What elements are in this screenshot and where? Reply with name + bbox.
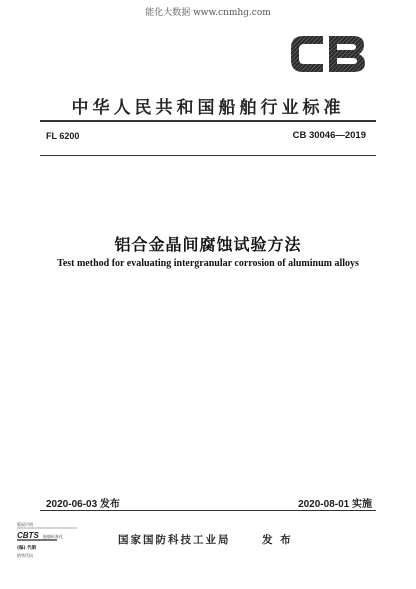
cb-logo bbox=[287, 30, 369, 78]
document-title-chinese: 铝合金晶间腐蚀试验方法 bbox=[114, 235, 302, 254]
svg-text:船舶标准化: 船舶标准化 bbox=[43, 534, 63, 539]
svg-text:销售代码: 销售代码 bbox=[17, 553, 33, 558]
svg-text:版权声明: 版权声明 bbox=[17, 522, 33, 527]
header-divider bbox=[40, 155, 376, 156]
issuing-authority: 国家国防科技工业局 bbox=[118, 534, 231, 546]
document-title-english: Test method for evaluating intergranular corrosion of aluminum alloys bbox=[57, 258, 359, 269]
header-rule bbox=[40, 120, 376, 122]
issuing-label: 发 布 bbox=[262, 534, 293, 546]
standard-number: CB 30046—2019 bbox=[292, 130, 366, 141]
svg-text:(编) 代销: (编) 代销 bbox=[17, 546, 37, 551]
ics-code: FL 6200 bbox=[46, 131, 80, 141]
watermark-text: 能化大数据 www.cnmhg.com bbox=[145, 8, 271, 18]
implementation-date: 2020-08-01 实施 bbox=[298, 499, 372, 510]
footer-rule bbox=[40, 510, 376, 511]
distribution-stamp bbox=[13, 519, 83, 563]
standard-category-title: 中华人民共和国船舶行业标准 bbox=[71, 98, 345, 118]
svg-text:CBTS: CBTS bbox=[17, 531, 39, 540]
issue-date: 2020-06-03 发布 bbox=[46, 499, 120, 510]
